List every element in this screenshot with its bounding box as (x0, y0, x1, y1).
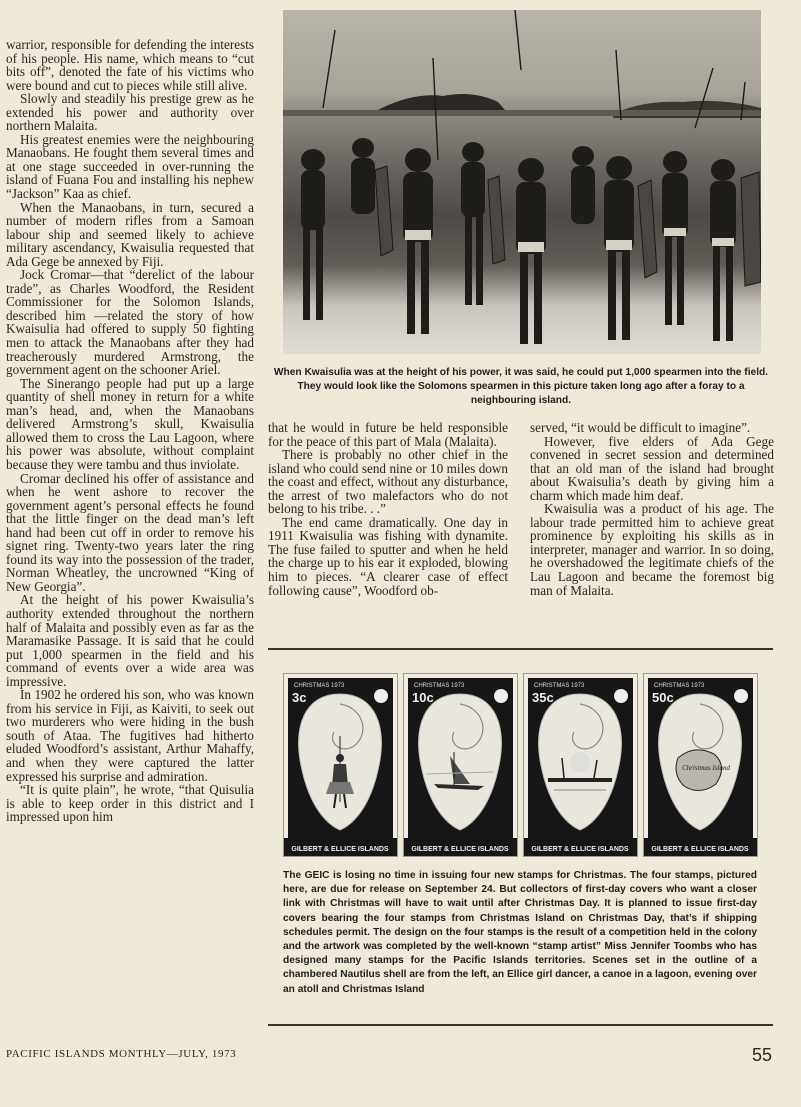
article-column-right (530, 421, 774, 597)
article-paragraph: The end came dramatically. One day in 1911 Kwaisulia was fishing with dynamite. The fuse failed to sputter and when he held the charge up to his ear it exploded, blowing him to pieces. “A clearer case of effect following cause”, Woodford ob- (268, 514, 508, 598)
article-paragraph: When the Manaobans, in turn, secured a number of modern rifles from a Samoan labour ship and seemed likely to achieve military ascendancy, Kwaisulia requested that Ada Gege be annexed by Fiji. (6, 199, 254, 269)
article-paragraph: The Sinerango people had put up a large quantity of shell money in return for a white man’s head, and, when the Manaobans delivered Armstrong’s skull, Kwaisulia allowed them to cross the Lau Lagoon, where his power was absolute, without complaint because they were tambu and thus inviolate. (6, 375, 254, 472)
article-paragraph: However, five elders of Ada Gege convened in secret session and determined that an old man of the island had brought about Kwaisulia’s death by giving him a charm which made him deaf. (530, 433, 774, 503)
stamp-top-text: CHRISTMAS 1973 (414, 683, 465, 689)
stamp (404, 674, 517, 856)
queen-portrait-icon (374, 689, 388, 703)
queen-portrait-icon (734, 689, 748, 703)
spearmen-photo-illustration (283, 10, 761, 354)
spearmen-photo (283, 10, 761, 354)
stamp-value: 10c (412, 690, 434, 705)
stamp-artwork (524, 674, 637, 856)
article-paragraph: Kwaisulia was a product of his age. The labour trade permitted him to achieve great prominence by exploiting his skills as in interpreter, manager and warrior. In so doing, he overshadowed the legitimate chiefs of the Lau Lagoon and became the foremost big man of Malaita. (530, 501, 774, 598)
article-paragraph: Jock Cromar—that “derelict of the labour trade”, as Charles Woodford, the Resident Commissioner for the Solomon Islands, described him —related the story of how Kwaisulia had offered to supply 50 fighting men to attack the Manaobans after they had treacherously murdered Armstrong, the government agent on the schooner Ariel. (6, 267, 254, 378)
article-paragraph: His greatest enemies were the neighbouring Manaobans. He fought them several times and at one stage succeeded in over-running the island of Fuana Fou and installing his nephew “Jackson” Kaa as chief. (6, 131, 254, 202)
stamp-value: 3c (292, 690, 307, 705)
article-column-middle (268, 421, 508, 597)
article-paragraph: There is probably no other chief in the island who could send nine or 10 miles down the coast and effect, without any disturbance, the arrest of two malefactors who do not belong to his tribe. . .” (268, 447, 508, 517)
article-column-left (6, 38, 254, 824)
stamp-artwork (644, 674, 757, 856)
article-paragraph: that he would in future be held responsible for the peace of this part of Mala (Malaita). (268, 420, 508, 449)
article-paragraph: “It is quite plain”, he wrote, “that Quisulia is able to keep order in this district and I impressed upon him (6, 782, 254, 825)
stamp-top-text: CHRISTMAS 1973 (294, 683, 345, 689)
stamp-country: GILBERT & ELLICE ISLANDS (291, 846, 389, 853)
stamps-strip (284, 674, 758, 856)
stamp-country: GILBERT & ELLICE ISLANDS (651, 846, 749, 853)
stamp-country: GILBERT & ELLICE ISLANDS (411, 846, 509, 853)
stamp-map-label: Christmas Island (682, 764, 731, 772)
stamp-country: GILBERT & ELLICE ISLANDS (531, 846, 629, 853)
article-paragraph: In 1902 he ordered his son, who was known from his service in Fiji, as Kaiviti, to seek out two murderers who were hiding in the bush south of Ataa. The fugitives had hitherto eluded Woodford’s assistant, Arthur Mahaffy, and when they were captured the latter expressed his surprise and admiration. (6, 687, 254, 784)
article-paragraph: Cromar declined his offer of assistance and when he went ashore to recover the government agent’s personal effects he found that the little finger on the dead man’s left hand had been cut off in order to remove his signet ring. Twenty-two years later the ring found its way into the possession of the trader, Norman Wheatley, the uncrowned “King of New Georgia”. (6, 470, 254, 594)
queen-portrait-icon (614, 689, 628, 703)
stamp-value: 50c (652, 690, 674, 705)
footer-running-head: PACIFIC ISLANDS MONTHLY—JULY, 1973 (6, 1048, 237, 1060)
article-paragraph: served, “it would be difficult to imagine”. (530, 420, 751, 435)
stamp-value: 35c (532, 690, 554, 705)
bottom-rule (268, 1024, 773, 1026)
page-number: 55 (752, 1045, 773, 1065)
stamp-top-text: CHRISTMAS 1973 (534, 683, 585, 689)
stamp (284, 674, 397, 856)
stamp-artwork (284, 674, 397, 856)
stamp (644, 674, 757, 856)
article-paragraph: Slowly and steadily his prestige grew as he extended his power and authority over northern Malaita. (6, 91, 254, 134)
stamps-caption: The GEIC is losing no time in issuing four new stamps for Christmas. The four stamps, pictured here, are due for release on September 24. But collectors of first-day covers who want a closer link with Christmas will have to wait until after Christmas Day. It is planned to issue first-day covers bearing the four stamps from Christmas Island on Christmas Day, that’s if shipping schedules permit. The design on the four stamps is the result of a competition held in the colony and the artwork was completed by the well-known “stamp artist” Miss Jennifer Toombs who has designed many stamps for the Pacific Islands territories. Scenes set in the outline of a chambered Nautilus shell are from the left, an Ellice girl dancer, a canoe in a lagoon, evening over an atoll and Christmas Island (283, 870, 757, 995)
stamp-top-text: CHRISTMAS 1973 (654, 683, 705, 689)
queen-portrait-icon (494, 689, 508, 703)
stamp-artwork (404, 674, 517, 856)
photo-caption: When Kwaisulia was at the height of his power, it was said, he could put 1,000 spearmen into the field. They would look like the Solomons spearmen in this picture taken long ago after a foray to a neighbouring island. (273, 367, 769, 407)
stamp (524, 674, 637, 856)
divider-rule (268, 648, 773, 650)
article-paragraph: At the height of his power Kwaisulia’s authority extended throughout the northern half of Malaita and possibly even as far as the Maramasike Passage. It is said that he could put 1,000 spearmen in the field and his command of events over a wide area was impressive. (6, 592, 254, 689)
article-paragraph: warrior, responsible for defending the interests of his people. His name, which means to “cut bits off”, denoted the fate of his victims who were bound and cut to pieces while still alive. (6, 37, 254, 93)
